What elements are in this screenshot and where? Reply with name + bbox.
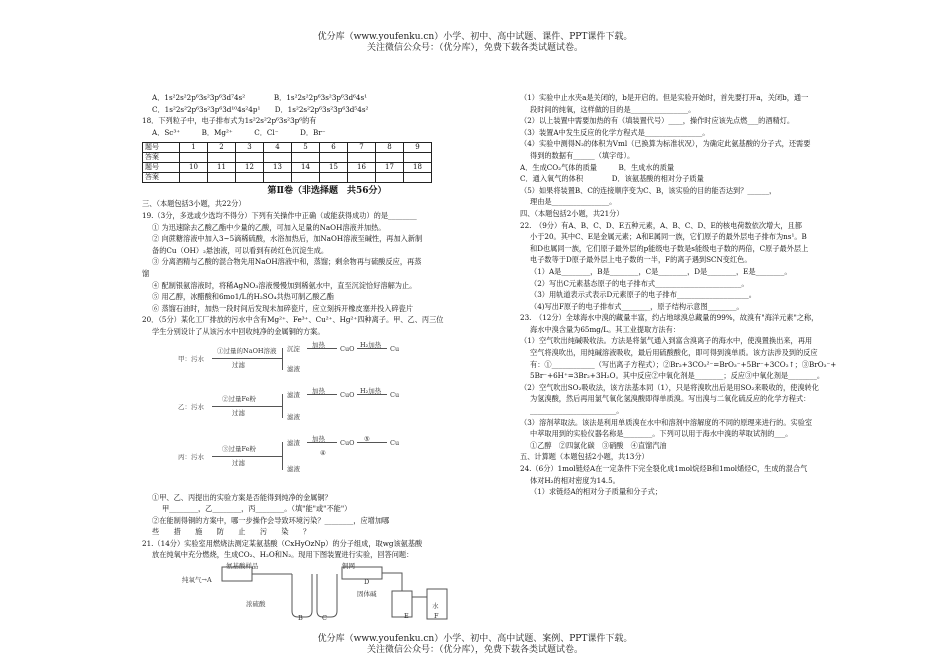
table-cell: 11	[208, 163, 236, 173]
flow-yi: 乙：污水	[178, 402, 204, 411]
flow-step: ③过量Fe粉	[222, 444, 257, 453]
apparatus-label: B	[298, 614, 303, 623]
q19-item: 备的Cu（OH）₂悬浊液，可以看到有砖红色沉淀生成。	[152, 245, 329, 255]
flow-product: 滤液	[287, 464, 300, 473]
table-label: 答案	[143, 153, 180, 163]
answer-row-1	[143, 153, 432, 163]
q20-stem-cont: 学生分别设计了从该污水中回收纯净的金属铜的方案。	[152, 326, 325, 336]
q21-part3: （3）装置A中发生反应的化学方程式是________________。	[520, 127, 710, 137]
apparatus-label: 浓硫酸	[246, 600, 266, 609]
right-column	[520, 92, 892, 498]
flow-bing: 丙：污水	[178, 452, 204, 461]
q18-stem: 18．下列粒子中，电子排布式为1s²2s²2p⁶3s²3p⁶的有	[142, 116, 317, 126]
flow-product: CuO	[340, 390, 355, 399]
apparatus-label: 纯氧气→A	[182, 576, 212, 585]
answer-cell[interactable]	[376, 173, 404, 183]
q24-stem-cont: 体对H₂的相对密度为14.5。	[530, 475, 620, 485]
flow-product: 沉淀	[287, 344, 300, 353]
q22-stem: 22. （9分）有A、B、C、D、E五种元素，A、B、C、D、E的核电荷数依次增大，且都	[520, 220, 802, 230]
q19-item: 馏	[142, 268, 150, 278]
q18-options: A．Sc³⁺ B．Mg²⁺ C．Cl⁻ D．Br⁻	[152, 127, 326, 137]
q23-part2: （2）空气吹出SO₂吸收法，该方法基本同（1），只是将溴吹出后是用SO₂来吸收的，使溴转化	[520, 382, 819, 392]
apparatus-label: 铜网	[342, 562, 355, 571]
flow-step: 过滤	[232, 360, 245, 369]
answer-cell[interactable]	[404, 173, 432, 183]
q21-stem-cont: 放在纯氧中充分燃烧，生成CO₂、H₂O和N₂。现用下图装置进行实验，回答问题：	[152, 550, 414, 560]
q17-options-ab: A．1s²2s²2p⁶3s²3p⁶3d⁷4s² B．1s²2s²2p⁶3s²3p⁶3d⁶4s¹	[152, 93, 368, 102]
answer-table-header-row-2	[143, 163, 432, 173]
flow-product: 滤渣	[287, 438, 300, 447]
q23-stem-cont: 海水中溴含量为65mg/L。其工业提取方法有：	[530, 324, 680, 334]
table-cell: 2	[208, 143, 236, 153]
apparatus-label: E	[404, 612, 409, 621]
table-cell: 5	[292, 143, 320, 153]
flow-product: 滤液	[287, 412, 300, 421]
flow-jia: 甲：污水	[178, 354, 204, 363]
answer-cell[interactable]	[208, 173, 236, 183]
flow-step: 加热	[312, 386, 325, 395]
apparatus-label: 氨基酸样品	[226, 562, 259, 571]
flow-product: 滤液	[287, 364, 300, 373]
table-cell: 14	[292, 163, 320, 173]
flow-step-num: ⑤	[364, 434, 370, 443]
q21-stem: 21.（14分）实验室用燃烧法测定某氨基酸（CxHyOzNp）的分子组成，取wg该氨基酸	[142, 538, 423, 548]
answer-cell[interactable]	[236, 153, 264, 163]
q20-sub2: ②在能制得铜的方案中，哪一步操作会导致环境污染？________，应增加哪	[152, 515, 390, 525]
table-cell: 8	[376, 143, 404, 153]
q21-part5: （5）如果将装置B、C的连接顺序变为C、B，该实验的目的能否达到？______，	[520, 185, 777, 195]
apparatus-label: 固体碱	[357, 590, 377, 599]
answer-table	[142, 142, 432, 183]
q21-part2: （2）以上装置中需要加热的有（填装置代号）____，操作时应该先点燃___的酒精灯。	[520, 116, 795, 126]
table-cell: 13	[264, 163, 292, 173]
apparatus-label: 水	[432, 602, 439, 611]
answer-cell[interactable]	[292, 173, 320, 183]
table-cell: 6	[320, 143, 348, 153]
answer-cell[interactable]	[320, 153, 348, 163]
flow-step: ①过量的NaOH溶液	[217, 346, 277, 355]
flow-product: Cu	[390, 390, 400, 399]
q21-part5-cont: 理由是________________。	[530, 197, 617, 207]
apparatus-label: F	[434, 612, 439, 621]
q21-part4: （4）实验中测得N₂的体积为Vml（已换算为标准状况），为确定此氨基酸的分子式，还需要	[520, 139, 811, 149]
apparatus-label: D	[364, 578, 370, 587]
q19-item: ④ 配制银氨溶液时，将稀AgNO₃溶液慢慢加到稀氨水中，直至沉淀恰好溶解为止。	[152, 280, 417, 290]
flow-arrow	[212, 456, 282, 457]
flow-step: 过滤	[232, 458, 245, 467]
q20-sub1-blanks: 甲________，乙________，丙________。（填"能"或"不能"）	[162, 504, 352, 514]
answer-cell[interactable]	[264, 173, 292, 183]
q22-stem-cont: 电子数等于D原子最外层上电子数的一半，F的离子遇到SCN变红色。	[530, 255, 752, 265]
answer-table-header-row-1	[143, 143, 432, 153]
q22-stem-cont: 小于20。其中C、E是金属元素；A和E属同一族，它们原子的最外层电子排布为ns¹。B	[530, 232, 807, 242]
q20-flow-diagram	[142, 340, 512, 490]
table-cell: 1	[180, 143, 208, 153]
flow-step-num: ④	[320, 448, 326, 457]
answer-cell[interactable]	[236, 173, 264, 183]
answer-cell[interactable]	[404, 153, 432, 163]
part-2-title: 第Ⅱ卷（非选择题 共56分）	[267, 186, 387, 197]
flow-branch	[282, 348, 283, 370]
q22-part2: （2）写出C元素基态原子的电子排布式________________________。	[530, 278, 749, 288]
flow-product: CuO	[340, 438, 355, 447]
page-footer	[0, 634, 950, 656]
answer-cell[interactable]	[180, 173, 208, 183]
flow-step: ②过量Fe粉	[222, 394, 257, 403]
answer-cell[interactable]	[208, 153, 236, 163]
q23-part1-cont: 5Br⁻+6H⁺=3Br₂+3H₂O。其中反应②中氧化剂是________；反应③中氧化剂是________。	[530, 371, 825, 381]
q21-apparatus-figure	[142, 561, 512, 623]
q24-part1: （1）求链烃A的相对分子质量和分子式；	[530, 487, 662, 497]
q23-part3: （3）溶剂萃取法。该法是利用单质溴在水中和溶剂中溶解度的不同的原理来进行的。实验室	[520, 417, 813, 427]
q21-part1: （1）实验中止水夹a是关闭的，b是开启的。但是实验开始时，首先要打开a，关闭b，通一	[520, 93, 809, 102]
answer-cell[interactable]	[376, 153, 404, 163]
table-cell: 17	[376, 163, 404, 173]
table-cell: 4	[264, 143, 292, 153]
q23-part2-cont: ________________________。	[530, 406, 624, 416]
q20-stem: 20．（5分）某化工厂排放的污水中含有Mg²⁺、Fe³⁺、Cu²⁺、Hg²⁺四种离子。甲、乙、丙三位	[142, 315, 444, 325]
answer-cell[interactable]	[264, 153, 292, 163]
q21-option: A．生成CO₂气体的质量 B．生成水的质量	[520, 162, 675, 172]
flow-product: CuO	[340, 344, 355, 353]
flow-step: 加热	[312, 340, 325, 349]
table-cell: 15	[320, 163, 348, 173]
q22-part1: （1）A是________，B是________，C是________，D是________，E是________。	[530, 266, 792, 276]
q22-part3: （3）用轨道表示式表示D元素原子的电子排布____________________。	[530, 290, 756, 300]
q19-item: ③ 分离酒精与乙酸的混合物先用NaOH溶液中和，蒸馏；剩余物再与硫酸反应，再蒸	[152, 257, 422, 267]
section-5-title: 五、计算题（本题包括2小题，共13分）	[520, 452, 649, 462]
table-label: 题号	[143, 163, 180, 173]
table-cell: 3	[236, 143, 264, 153]
footer-line-2: 关注微信公众号：（优分库），免费下载各类试题试卷。	[366, 645, 583, 655]
flow-step: H₂加热	[360, 386, 382, 395]
q23-part3-cont: 中萃取用到的实验仪器名称是________。下列可以用于海水中溴的萃取试剂的___。	[530, 429, 793, 439]
answer-cell[interactable]	[348, 153, 376, 163]
flow-branch	[282, 394, 283, 418]
q23-part1: （1）空气吹出纯碱吸收法。方法是将氯气通入到富含溴离子的海水中，使溴置换出来，再用	[520, 336, 813, 346]
q23-stem: 23. （12分）全球海水中溴的藏量丰富，约占地球溴总藏量的99%，故溴有"海洋元素"之称，	[520, 313, 819, 323]
flow-product: 滤渣	[287, 390, 300, 399]
q23-part1-cont: 空气将溴吹出，用纯碱溶液吸收，最后用硫酸酸化，即可得到溴单质。该方法涉及到的反应	[530, 348, 818, 358]
flow-arrow	[212, 358, 282, 359]
header-line-1: 优分库（www.youfenku.cn）小学、初中、高中试题、课件、PPT课件下载。	[317, 32, 633, 42]
flow-step: 加热	[312, 434, 325, 443]
answer-row-2	[143, 173, 432, 183]
section-3-title: 三、（本题包括3小题，共22分）	[142, 199, 246, 209]
section-4-title: 四、（本题包括2小题，共21分）	[520, 208, 624, 218]
apparatus-label: C	[322, 614, 327, 623]
table-cell: 18	[404, 163, 432, 173]
left-column	[142, 92, 512, 623]
answer-cell[interactable]	[292, 153, 320, 163]
q20-sub1: ①甲、乙、丙提出的实验方案是否能得到纯净的金属铜？	[152, 492, 332, 502]
table-cell: 9	[404, 143, 432, 153]
flow-arrow	[212, 406, 282, 407]
flow-product: Cu	[390, 438, 400, 447]
q22-part4: （4)写出F原子的电子排布式________，原子结构示意图________。	[530, 301, 744, 311]
flow-step: 过滤	[232, 408, 245, 417]
q19-item: ⑤ 用乙醇，冰醋酸和6mo1/L的H₂SO₄共热可制乙酸乙酯	[152, 292, 334, 302]
table-label: 答案	[143, 173, 180, 183]
page-header	[0, 32, 950, 54]
q22-stem-cont: 和D也属同一族，它们原子最外层的p能级电子数是s能级电子数的两倍，C原子最外层上	[530, 243, 809, 253]
q19-item: ② 向蔗糖溶液中加入3~5滴稀硫酸，水浴加热后，加NaOH溶液至碱性，再加入新制	[152, 234, 423, 244]
q21-part4-cont: 得到的数据有______（填字母）。	[530, 150, 635, 160]
q19-item: ① 为迅速除去乙酸乙酯中少量的乙酸，可加入足量的NaOH溶液并加热。	[152, 222, 386, 232]
flow-step: H₂加热	[360, 340, 382, 349]
q21-option: C．通入氧气的体积 D．该氨基酸的相对分子质量	[520, 174, 704, 184]
q24-stem: 24.（6分）1mol链烃A在一定条件下完全裂化成1mol烷烃B和1mol烯烃C，生成的混合气	[520, 464, 808, 473]
flow-arrow	[357, 442, 387, 443]
flow-branch	[282, 442, 283, 470]
answer-cell[interactable]	[180, 153, 208, 163]
q21-part1-cont: 段时间的纯氧，这样做的目的是________________。	[530, 104, 696, 114]
table-cell: 12	[236, 163, 264, 173]
q23-part1-cont: 有：①____________（写出离子方程式）；②Br₂+3CO₃²⁻=BrO₃⁻+5Br⁻+3CO₂↑；③BrO₃⁻+	[530, 359, 837, 369]
header-line-2: 关注微信公众号：（优分库），免费下载各类试题试卷。	[366, 43, 583, 53]
table-cell: 7	[348, 143, 376, 153]
flow-product: Cu	[390, 344, 400, 353]
table-label: 题号	[143, 143, 180, 153]
table-cell: 10	[180, 163, 208, 173]
q20-sub2-cont: 些 措 施 防 止 污 染 ？	[152, 527, 311, 537]
answer-cell[interactable]	[348, 173, 376, 183]
q23-options: ①乙醇 ②四氯化碳 ③硝酸 ④直馏汽油	[530, 440, 667, 450]
q23-part2-cont: 为氢溴酸，然后再用氯气氧化氢溴酸即得单质溴。写出溴与二氧化硫反应的化学方程式：	[530, 394, 811, 404]
footer-line-1: 优分库（www.youfenku.cn）小学、初中、高中试题、案例、PPT课件下载。	[317, 634, 633, 644]
answer-cell[interactable]	[320, 173, 348, 183]
q17-options-cd: C．1s²2s²2p⁶3s²3p⁶3d¹⁰4s²4p¹ D．1s²2s²2p⁶3s²3p⁶3d⁵4s²	[152, 104, 369, 114]
q19-stem: 19.（3分，多选或少选均不得分）下列有关操作中正确（或能获得成功）的是________	[142, 210, 417, 220]
q19-item: ⑥ 蒸馏石油时，加热一段时间后发现未加碎瓷片，应立刻拆开橡皮塞并投入碎瓷片	[152, 303, 414, 313]
table-cell: 16	[348, 163, 376, 173]
